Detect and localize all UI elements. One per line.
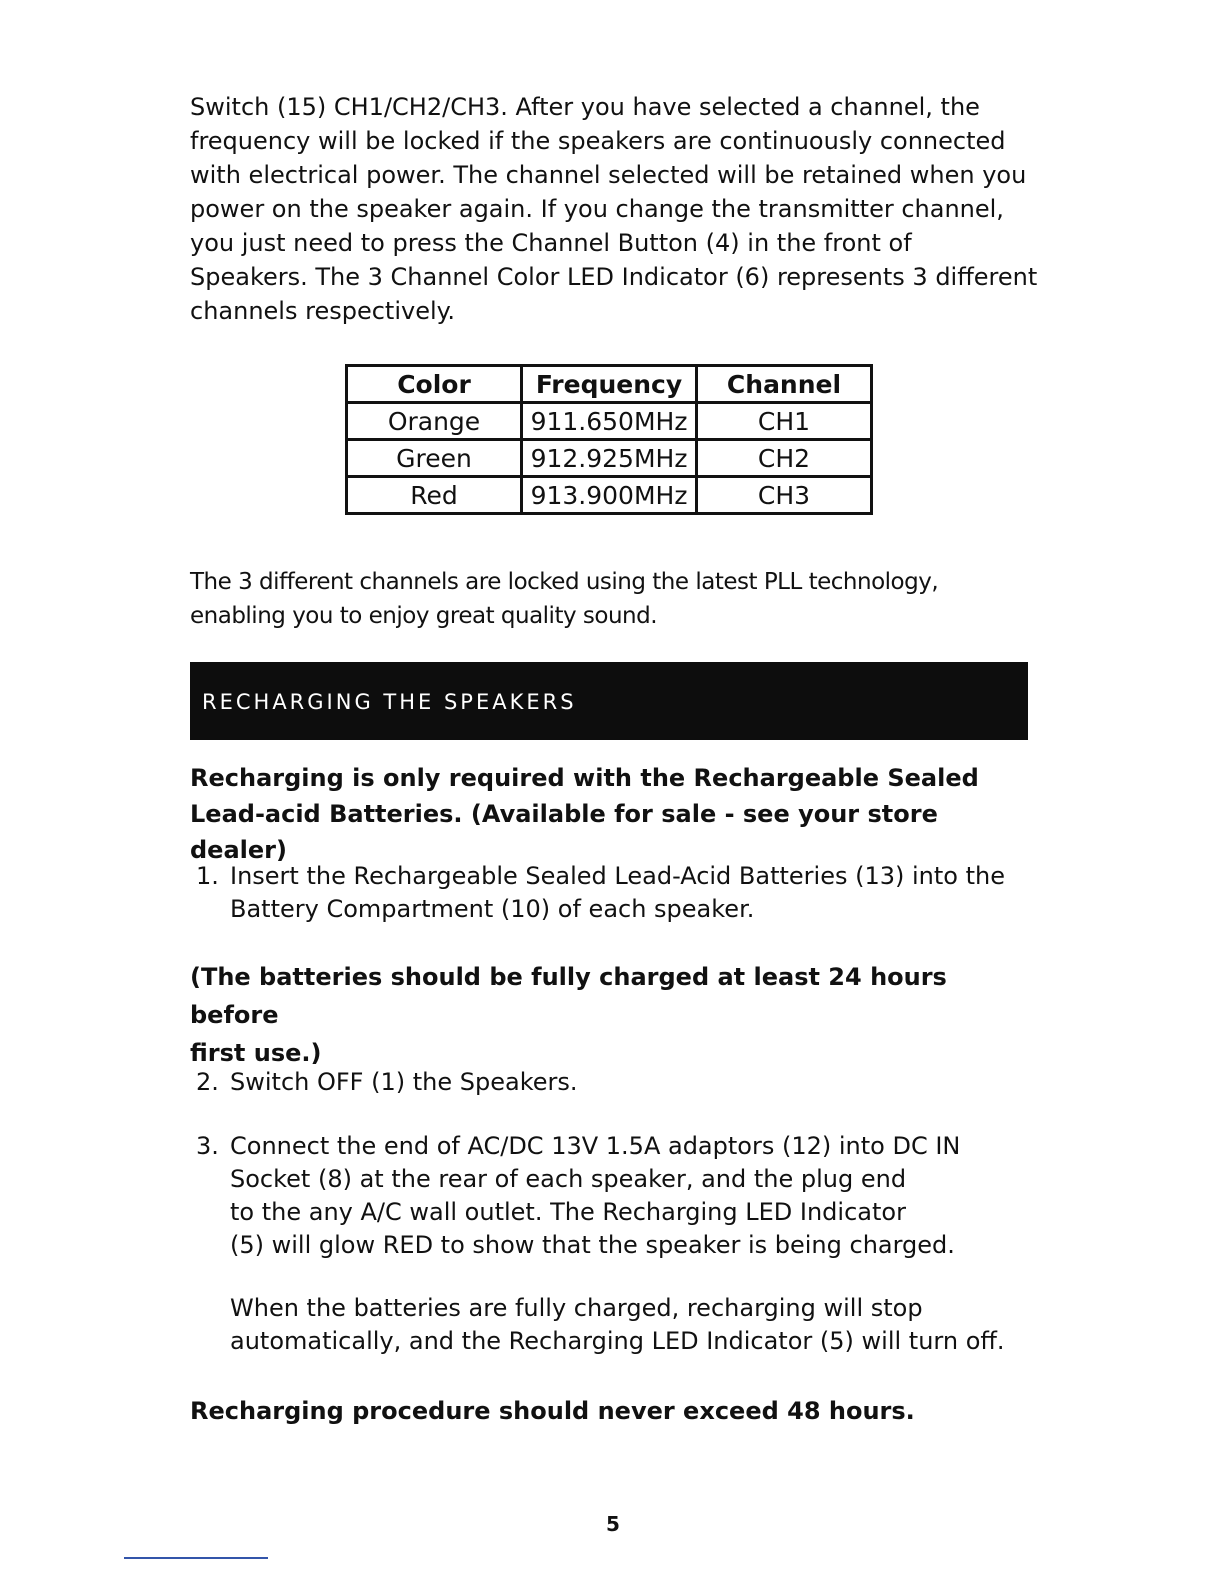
note-line: Recharging is only required with the Rechargeable Sealed [190, 764, 979, 792]
step-line: Insert the Rechargeable Sealed Lead-Acid Batteries (13) into the [230, 862, 1005, 890]
table-row [347, 440, 872, 477]
cell-frequency: 913.900MHz [522, 477, 697, 514]
table-row [347, 477, 872, 514]
section-banner [190, 662, 1028, 740]
step-line: to the any A/C wall outlet. The Recharging LED Indicator [230, 1198, 906, 1226]
note-line: Lead-acid Batteries. (Available for sale - see your store dealer) [190, 800, 938, 864]
step-line: (5) will glow RED to show that the speaker is being charged. [230, 1231, 955, 1259]
intro-line: Switch (15) CH1/CH2/CH3. After you have selected a channel, the [190, 93, 980, 121]
table-header-row [347, 366, 872, 403]
note-line: (The batteries should be fully charged at least 24 hours before [190, 963, 947, 1029]
step-line: Socket (8) at the rear of each speaker, and the plug end [230, 1165, 907, 1193]
intro-line: Speakers. The 3 Channel Color LED Indicator (6) represents 3 different [190, 263, 1038, 291]
intro-line: you just need to press the Channel Button (4) in the front of [190, 229, 912, 257]
header-color: Color [347, 366, 522, 403]
step-number: 3. [196, 1132, 219, 1160]
intro-line: frequency will be locked if the speakers are continuously connected [190, 127, 1006, 155]
step-number: 1. [196, 862, 219, 890]
cell-frequency: 912.925MHz [522, 440, 697, 477]
cell-color: Green [347, 440, 522, 477]
intro-line: channels respectively. [190, 297, 456, 325]
footer-divider [124, 1557, 268, 1559]
cell-color: Red [347, 477, 522, 514]
cell-channel: CH3 [697, 477, 872, 514]
step-line: automatically, and the Recharging LED Indicator (5) will turn off. [230, 1327, 1005, 1355]
step-line: When the batteries are fully charged, recharging will stop [230, 1294, 923, 1322]
page-number: 5 [606, 1512, 620, 1536]
step-line: Battery Compartment (10) of each speaker. [230, 895, 755, 923]
section-title: RECHARGING THE SPEAKERS [202, 690, 577, 714]
pll-line: The 3 different channels are locked using the latest PLL technology, [190, 569, 939, 595]
intro-line: with electrical power. The channel selected will be retained when you [190, 161, 1027, 189]
intro-line: power on the speaker again. If you change the transmitter channel, [190, 195, 1004, 223]
step-line: Connect the end of AC/DC 13V 1.5A adaptors (12) into DC IN [230, 1132, 961, 1160]
cell-frequency: 911.650MHz [522, 403, 697, 440]
step-number: 2. [196, 1068, 219, 1096]
table-row [347, 403, 872, 440]
channel-frequency-table [345, 364, 873, 515]
cell-channel: CH2 [697, 440, 872, 477]
step-line: Switch OFF (1) the Speakers. [230, 1068, 578, 1096]
pll-paragraph [190, 565, 1030, 633]
note-required [190, 760, 1030, 868]
note-charge-time [190, 958, 1030, 1072]
header-frequency: Frequency [522, 366, 697, 403]
channel-intro-paragraph [190, 90, 1038, 328]
note-max-duration: Recharging procedure should never exceed 48 hours. [190, 1397, 915, 1425]
cell-color: Orange [347, 403, 522, 440]
pll-line: enabling you to enjoy great quality sound. [190, 603, 658, 629]
note-line: first use.) [190, 1039, 322, 1067]
cell-channel: CH1 [697, 403, 872, 440]
header-channel: Channel [697, 366, 872, 403]
